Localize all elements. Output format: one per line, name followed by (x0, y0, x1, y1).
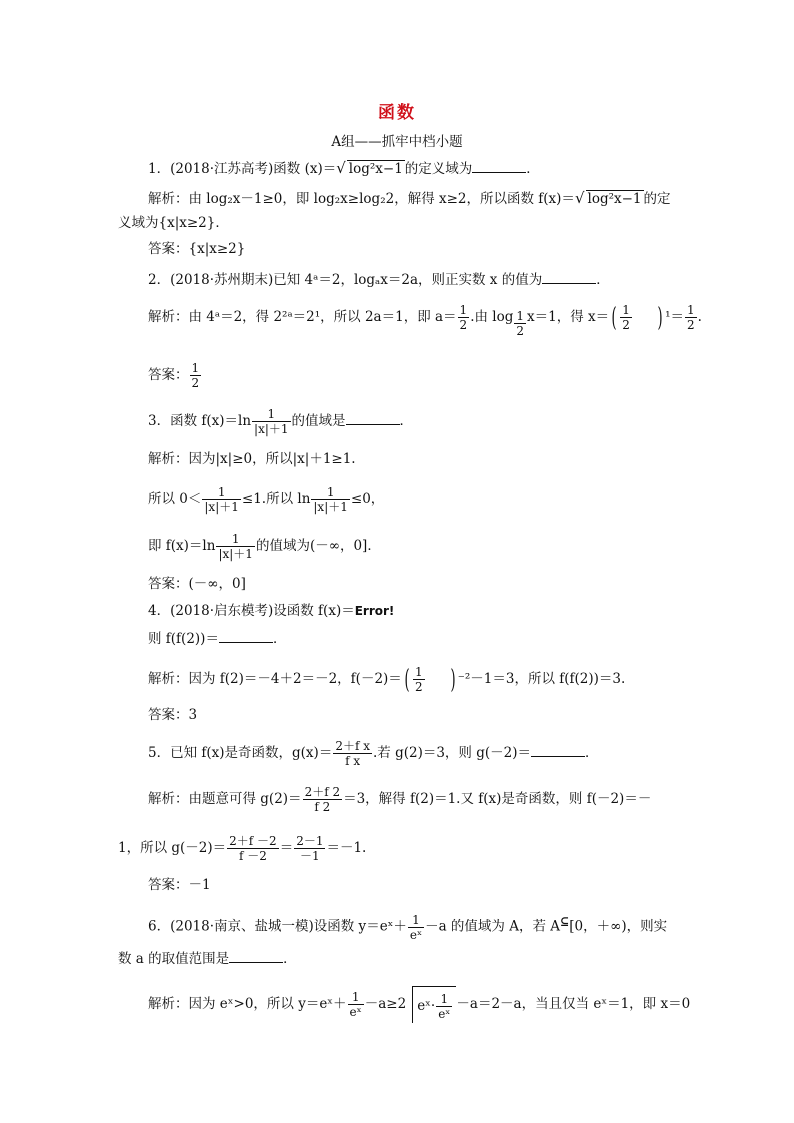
q1-blank (472, 160, 526, 173)
q1-answer: 答案：{x|x≥2} (148, 241, 246, 257)
subseteq-symbol: ⊆ (560, 915, 570, 928)
q2-answer: 答案： $\frac{1}{2}$ (148, 361, 200, 390)
q5-stem: 5．已知 f(x)是奇函数，g(x)＝ $\frac{\text{2＋f x}}{\text{f x}}$ .若 g(2)＝3，则 g(－2)＝ ． (148, 739, 599, 768)
q5-answer: 答案：－1 (148, 877, 211, 893)
q3-solution-3: 即 f(x)＝ln $\frac{1}{|x|+1}$ 的值域为(－∞，0]． (148, 532, 381, 561)
q1-radicand: log²x−1 (348, 161, 403, 177)
q1-stem: 1．(2018·江苏高考)函数 (x)＝√ log²x−1 的定义域为 ． (148, 159, 540, 177)
q1-solution: 解析：由 log₂x－1≥0，即 log₂x≥log₂2，解得 x≥2，所以函数 f(x)＝√ log²x−1 的定 (148, 189, 671, 207)
section-subtitle: A组——抓牢中档小题 (331, 134, 463, 150)
q1-solution-cont: 义域为{x|x≥2}． (118, 215, 229, 231)
page-title: 函数 (378, 103, 416, 123)
q3-stem: 3．函数 f(x)＝ln $\frac{1}{|x|+1}$ 的值域是 ． (148, 407, 414, 436)
q6-stem-cont: 数 a 的取值范围是 ． (118, 951, 297, 967)
q4-stem-cont: 则 f(f(2))＝ ． (148, 631, 287, 647)
q3-solution-1: 解析：因为|x|≥0，所以|x|＋1≥1. (148, 451, 356, 467)
q3-answer: 答案：(－∞，0] (148, 576, 246, 592)
q4-stem: 4．(2018·启东模考)设函数 f(x)＝Error! (148, 603, 395, 619)
q6-stem: 6．(2018·南京、盐城一模)设函数 y＝eˣ＋ $\frac{1}{\text{eˣ}}$ －a 的值域为 A，若 A⊆[0，＋∞)，则实 (148, 912, 668, 942)
q4-solution: 解析：因为 f(2)＝－4＋2＝－2，f(－2)＝( $\frac{1}{2}$ ) ⁻²－1＝3，所以 f(f(2))＝3. (148, 664, 626, 695)
q6-solution: 解析：因为 eˣ>0，所以 y＝eˣ＋ $\frac{1}{\text{eˣ}}$ －a≥2 eˣ· $\frac{1}{\text{eˣ}}$ －a＝2－a，当且仅当 eˣ＝1，即 x＝0 (148, 986, 690, 1023)
q2-solution: 解析：由 4ᵃ＝2，得 2²ᵃ＝2¹，所以 2a＝1，即 a＝ $\frac{1}{2}$ .由 log $\frac{1}{2}$ x＝1，得 x＝( $\frac{1}{2}$ ) ¹＝ $\frac{1}{2}$ . (148, 302, 702, 338)
error-text: Error! (354, 604, 395, 618)
q5-solution-2: 1，所以 g(－2)＝ $\frac{2+f -2}{f -2}$ ＝ $\frac{2-1}{-1}$ ＝－1. (118, 834, 367, 863)
q3-solution-2: 所以 0＜ $\frac{1}{|x|+1}$ ≤1.所以 ln $\frac{1}{|x|+1}$ ≤0， (148, 485, 385, 514)
q2-stem: 2．(2018·苏州期末)已知 4ᵃ＝2，logₐx＝2a，则正实数 x 的值为 ． (148, 272, 610, 288)
q4-answer: 答案：3 (148, 707, 198, 723)
q5-solution-1: 解析：由题意可得 g(2)＝ $\frac{2+f 2}{f 2}$ ＝3，解得 f(2)＝1.又 f(x)是奇函数，则 f(－2)＝－ (148, 785, 652, 814)
